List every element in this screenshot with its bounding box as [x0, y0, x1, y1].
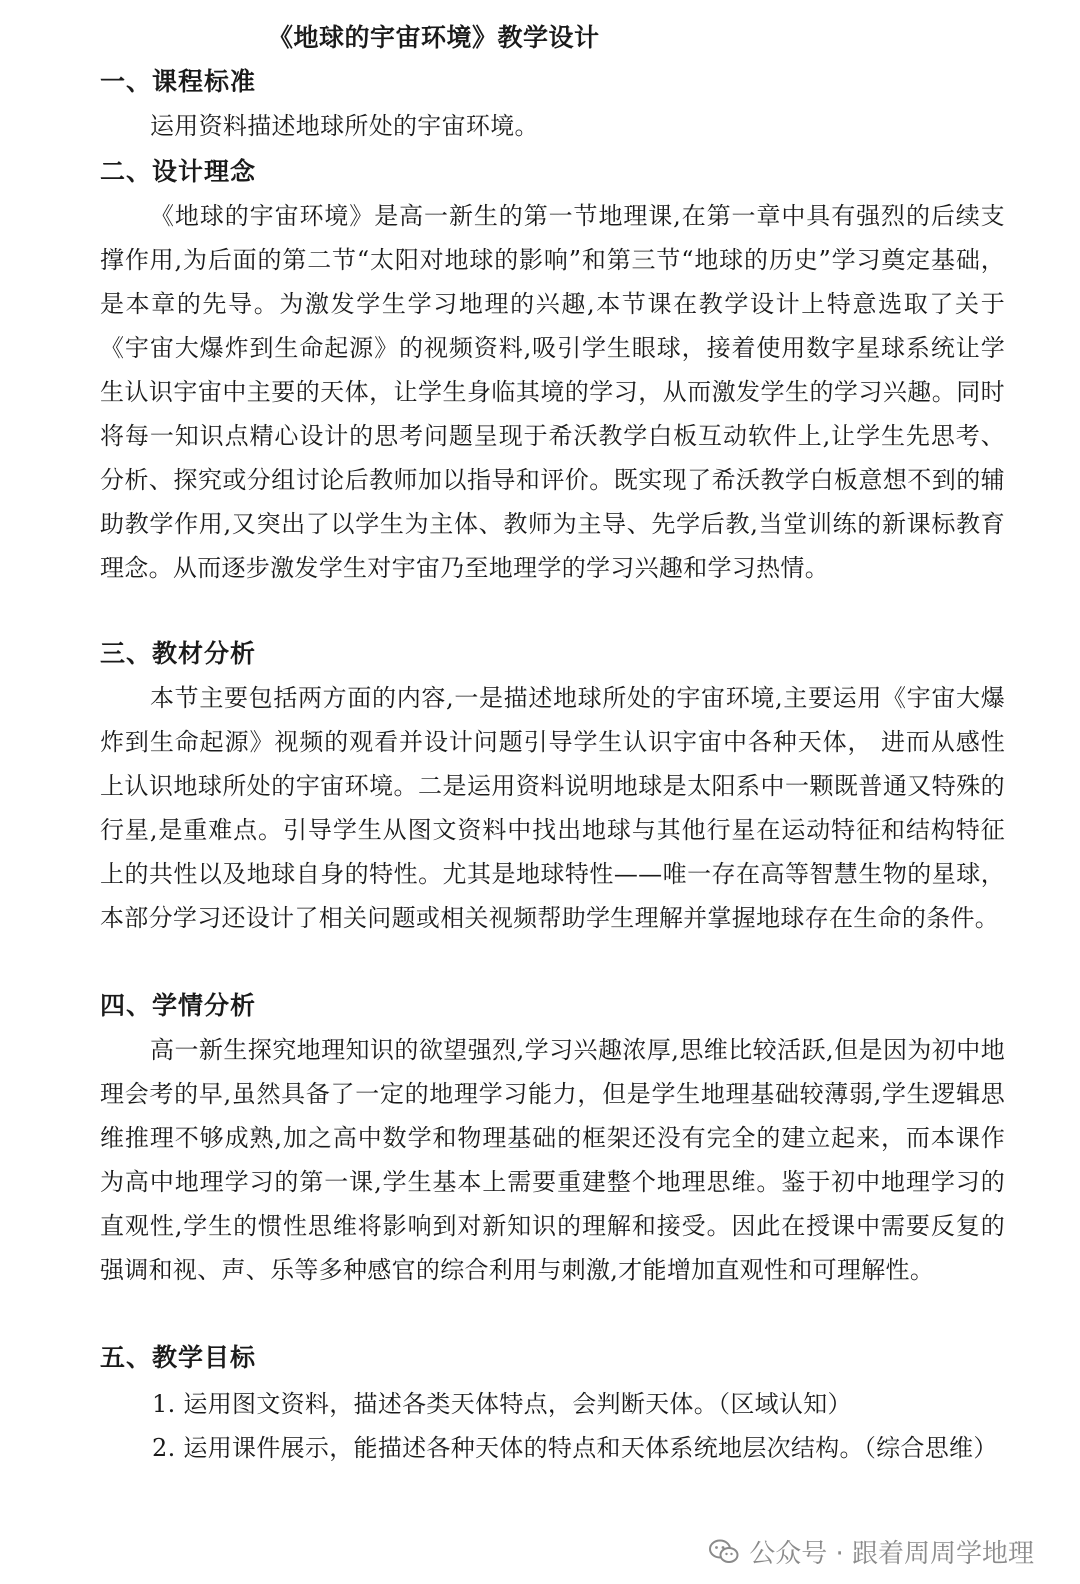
wechat-icon — [709, 1539, 739, 1565]
objective-item-2: 2. 运用课件展示，能描述各种天体的特点和天体系统地层次结构。（综合思维） — [152, 1434, 998, 1462]
paragraph-textbook: 本节主要包括两方面的内容,一是描述地球所处的宇宙环境,主要运用《宇宙大爆炸到生命起源》视频的观看并设计问题引导学生认识宇宙中各种天体， 进而从感性上认识地球所处的宇宙环境。二是运用资料说明地球是太阳系中一颗既普通又特殊的行星,是重难点。引导学生从图文资料中找出地球与其他行星在运动特征和结构特征上的共性以及地球自身的特性。尤其是地球特性——唯一存在高等智慧生物的星球，本部分学习还设计了相关问题或相关视频帮助学生理解并掌握地球存在生命的条件。 — [100, 684, 1005, 932]
watermark — [709, 1533, 1034, 1570]
section-heading-objectives: 五、教学目标 — [100, 1343, 257, 1372]
watermark-text: 公众号 · 跟着周周学地理 — [749, 1539, 1034, 1569]
paragraph-students: 高一新生探究地理知识的欲望强烈,学习兴趣浓厚,思维比较活跃,但是因为初中地理会考的早,虽然具备了一定的地理学习能力，但是学生地理基础较薄弱,学生逻辑思维推理不够成熟,加之高中数学和物理基础的框架还没有完全的建立起来，而本课作为高中地理学习的第一课,学生基本上需要重建整个地理思维。鉴于初中地理学习的直观性,学生的惯性思维将影响到对新知识的理解和接受。因此在授课中需要反复的强调和视、声、乐等多种感官的综合利用与刺激,才能增加直观性和可理解性。 — [100, 1036, 1005, 1284]
paragraph-design: 《地球的宇宙环境》是高一新生的第一节地理课,在第一章中具有强烈的后续支撑作用,为后面的第二节“太阳对地球的影响”和第三节“地球的历史”学习奠定基础，是本章的先导。为激发学生学习地理的兴趣,本节课在教学设计上特意选取了关于《宇宙大爆炸到生命起源》的视频资料,吸引学生眼球，接着使用数字星球系统让学生认识宇宙中主要的天体，让学生身临其境的学习，从而激发学生的学习兴趣。同时将每一知识点精心设计的思考问题呈现于希沃教学白板互动软件上,让学生先思考、分析、探究或分组讨论后教师加以指导和评价。既实现了希沃教学白板意想不到的辅助教学作用,又突出了以学生为主体、教师为主导、先学后教,当堂训练的新课标教育理念。从而逐步激发学生对宇宙乃至地理学的学习兴趣和学习热情。 — [100, 202, 1005, 582]
objective-item-1: 1. 运用图文资料，描述各类天体特点，会判断天体。（区域认知） — [152, 1390, 852, 1418]
section-heading-textbook: 三、教材分析 — [100, 639, 257, 668]
section-heading-design: 二、设计理念 — [100, 157, 257, 186]
document-title: 《地球的宇宙环境》教学设计 — [268, 23, 600, 52]
section-heading-curriculum: 一、课程标准 — [100, 67, 257, 96]
paragraph-curriculum: 运用资料描述地球所处的宇宙环境。 — [150, 112, 539, 140]
section-heading-students: 四、学情分析 — [100, 991, 257, 1020]
